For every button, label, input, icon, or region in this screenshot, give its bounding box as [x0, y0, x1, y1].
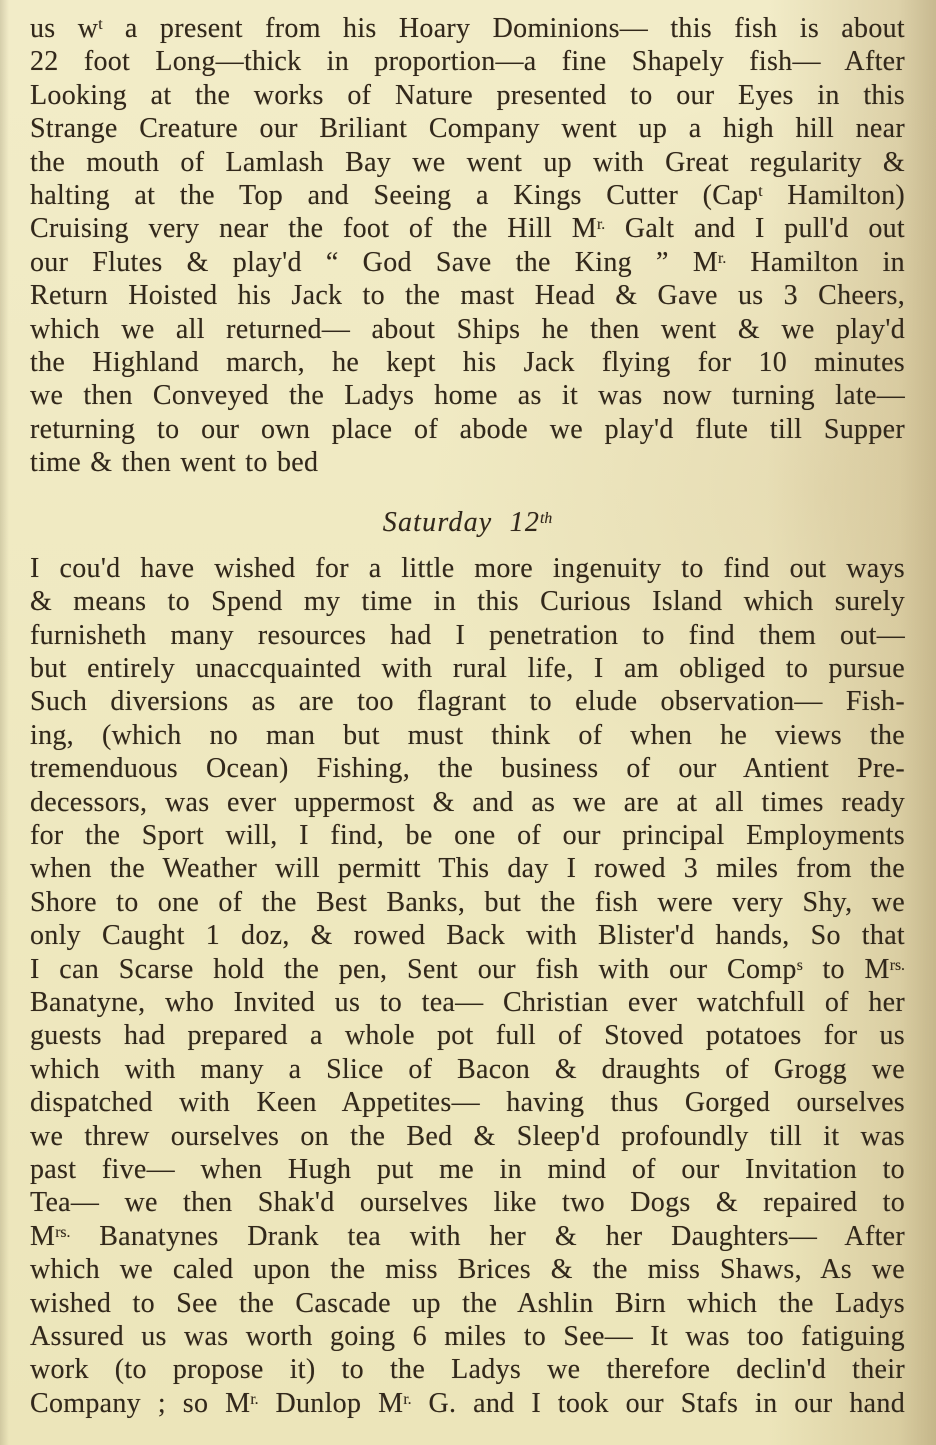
text-line: we then Conveyed the Ladys home as it was now turning late—	[30, 380, 905, 412]
superscript-text: s	[796, 956, 803, 974]
text-line: Tea— we then Shak'd ourselves like two Dogs & repaired to	[30, 1187, 905, 1219]
text-line: $M^{rs.}$ Banatynes Drank tea with her & her Daughters— After	[30, 1220, 905, 1252]
superscript-text: r.	[250, 1390, 259, 1408]
text-line: time & then went to bed	[30, 447, 319, 479]
text-line: only Caught 1 doz, & rowed Back with Blister'd hands, So that	[30, 920, 905, 952]
text-line: Strange Creature our Briliant Company went up a high hill near	[30, 113, 905, 145]
text-line: Banatyne, who Invited us to tea— Christian ever watchfull of her	[30, 986, 905, 1018]
text-line: dispatched with Keen Appetites— having thus Gorged ourselves	[30, 1087, 905, 1119]
text-line: but entirely unaccquainted with rural life, I am obliged to pursue	[30, 652, 905, 684]
text-line: past five— when Hugh put me in mind of our Invitation to	[30, 1154, 905, 1185]
text-line: us $w^t$ a present from his Hoary Dominions— this fish is about	[30, 13, 905, 44]
text-line: I cou'd have wished for a little more ingenuity to find out ways	[30, 552, 905, 584]
superscript-text: r.	[718, 249, 727, 267]
superscript-text: rs.	[55, 1223, 71, 1241]
text-line: when the Weather will permitt This day I rowed 3 miles from the	[30, 853, 905, 885]
text-line: Looking at the works of Nature presented to our Eyes in this	[30, 79, 905, 111]
text-line: halting at the Top and Seeing a Kings Cutter (Cap$^t$ Hamilton)	[30, 180, 905, 212]
entry-paragraph	[30, 552, 905, 1421]
superscript-text: r.	[403, 1390, 412, 1408]
text-line: Company ; so $M^{r.}$ Dunlop $M^{r.}$ G. and I took our Stafs in our hand	[30, 1387, 905, 1419]
text-line: Assured us was worth going 6 miles to See— It was too fatiguing	[30, 1321, 905, 1353]
superscript-text: rs.	[889, 956, 905, 974]
text-line: which we caled upon the miss Brices & the miss Shaws, As we	[30, 1254, 905, 1286]
text-line: which with many a Slice of Bacon & draughts of Grogg we	[30, 1053, 905, 1085]
superscript-text: t	[758, 182, 763, 200]
text-line: I can Scarse hold the pen, Sent our fish with our Comp$^s$ to $M^{rs.}$	[30, 953, 905, 985]
text-line: wished to See the Cascade up the Ashlin Birn which the Ladys	[30, 1287, 905, 1319]
text-line: Cruising very near the foot of the Hill $M^{r.}$ Galt and I pull'd out	[30, 213, 905, 245]
text-line: ing, (which no man but must think of when he views the	[30, 719, 905, 751]
text-line: guests had prepared a whole pot full of Stoved potatoes for us	[30, 1020, 905, 1052]
text-line: the Highland march, he kept his Jack flying for 10 minutes	[30, 347, 905, 379]
text-line: tremenduous Ocean) Fishing, the business of our Antient Pre-	[30, 753, 905, 785]
text-line: furnisheth many resources had I penetration to find them out—	[30, 619, 905, 651]
superscript-text: t	[98, 15, 103, 33]
text-line: 22 foot Long—thick in proportion—a fine Shapely fish— After	[30, 46, 905, 78]
text-line: for the Sport will, I find, be one of our principal Employments	[30, 819, 905, 851]
text-line: & means to Spend my time in this Curious Island which surely	[30, 586, 905, 618]
text-line: returning to our own place of abode we play'd flute till Supper	[30, 413, 905, 445]
text-line: decessors, was ever uppermost & and as we are at all times ready	[30, 786, 905, 818]
text-line: the mouth of Lamlash Bay we went up with Great regularity &	[30, 146, 905, 178]
text-line: work (to propose it) to the Ladys we therefore declin'd their	[30, 1354, 905, 1386]
superscript-text: r.	[596, 216, 606, 234]
text-line: Return Hoisted his Jack to the mast Head & Gave us 3 Cheers,	[30, 280, 905, 312]
text-line: we threw ourselves on the Bed & Sleep'd profoundly till it was	[30, 1120, 905, 1152]
entry-heading: Saturday 12th	[382, 506, 553, 538]
continuation-paragraph	[30, 12, 905, 480]
text-line: which we all returned— about Ships he then went & we play'd	[30, 313, 905, 345]
superscript-text: th	[540, 509, 553, 527]
text-line: our Flutes & play'd “ God Save the King ” $M^{r.}$ Hamilton in	[30, 246, 905, 278]
text-line: Such diversions as are too flagrant to elude observation— Fish-	[30, 686, 905, 718]
text-line: Shore to one of the Best Banks, but the fish were very Shy, we	[30, 886, 905, 918]
